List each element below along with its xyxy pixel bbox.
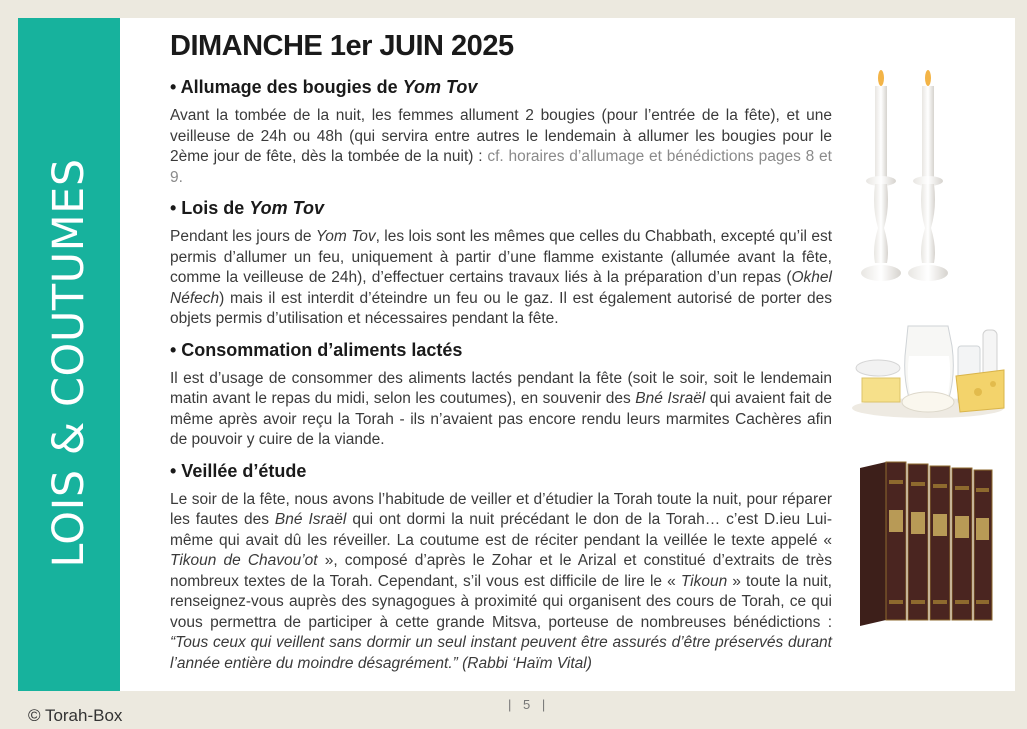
paragraph-text: Avant la tombée de la nuit, les femmes allument 2 bougies (pour l’entrée de la fête), et une veilleuse de 24h ou 48h (qui servira entre autres le lendemain à allumer les bougies pour le 2ème jour de fête, dès la tombée de la nuit) : [170,107,832,165]
section-heading-study: • Veillée d’étude [170,460,307,481]
candles-image [848,68,958,288]
paragraph-emphasis: Bné Israël [274,511,347,528]
copyright: © Torah-Box [28,706,123,725]
paragraph-emphasis: Yom Tov [315,228,376,245]
paragraph-text: » toute la nuit, renseignez-vous auprès des synagogues à proximité qui organisent des cours de Torah, ce qui vous permettra de participer à cette grande Mitsva, porteuse de nombreuses bénédictions : [170,572,832,631]
paragraph-text: », composé d’après le Zohar et le Arizal et constitué d’extraits de très nombreux textes de la Torah. Cependant, s’il vous est difficile de lire le « [170,552,832,590]
paragraph-text: Le soir de la fête, nous avons l’habitude de veiller et d’étudier la Torah toute la nuit, pour réparer les fautes des [170,490,832,528]
books-image [856,460,996,630]
heading-emphasis: Yom Tov [249,198,324,218]
paragraph-text: qui ont dormi la nuit précédant le don de la Torah… c’est D.ieu Lui-même qui avait dû les réveiller. La coutume est de réciter pendant la veillée le texte appelé « [170,511,832,549]
paragraph-laws [170,227,832,330]
content [170,30,832,684]
page [18,18,1015,691]
paragraph-text: , les lois sont les mêmes que celles du Chabbath, excepté qu’il est permis d’allumer un feu, uniquement à partir d’une flamme existante (allumée avant la fête, comme la veilleuse de 24h), d’effectuer certains travaux liés à la préparation d’un repas ( [170,228,832,286]
heading-emphasis: Yom Tov [402,77,478,97]
quote: “Tous ceux qui veillent sans dormir un seul instant peuvent être assurés d’être préservés durant l’année entière du moindre désagrément.” (Rabbi ‘Haïm Vital) [170,634,832,672]
sidebar [18,18,120,691]
paragraph-dairy [170,369,832,451]
paragraph-text: qui avaient fait de même après avoir reçu la Torah - ils n’avaient pas encore rendu leurs marmites Cachères afin de pouvoir y cuire de la viande. [170,390,833,448]
sidebar-title: LOIS & COUTUMES [44,158,94,568]
heading-text: • Allumage des bougies de [170,77,403,97]
section-heading-laws [170,198,832,219]
heading-text: • Lois de [170,198,250,218]
paragraph-text: Il est d’usage de consommer des aliments lactés pendant la fête (soit le soir, soit le lendemain matin avant le repas du midi, selon les coutumes), en souvenir des [170,369,832,407]
paragraph-emphasis: Okhel Néfech [170,269,832,307]
page-number: | 5 | [508,697,550,712]
paragraph-candles [170,106,832,188]
page-title: DIMANCHE 1er JUIN 2025 [170,30,514,62]
paragraph-study [170,490,832,675]
paragraph-text: ) mais il est interdit d’éteindre un feu ou le gaz. Il est également autorisé de porter des objets permis d’utilisation et nécessaires pendant la fête. [170,289,832,327]
section-heading-candles [170,77,832,98]
paragraph-emphasis: Tikoun [680,572,728,590]
paragraph-emphasis: Bné Israël [635,390,706,407]
dairy-products-image [848,316,1008,420]
paragraph-text: Pendant les jours de [170,228,316,245]
paragraph-emphasis: Tikoun de Chavou’ot [170,552,318,569]
page-reference: cf. horaires d’allumage et bénédictions pages 8 et 9. [170,148,832,186]
section-heading-dairy: • Consommation d’aliments lactés [170,339,463,360]
